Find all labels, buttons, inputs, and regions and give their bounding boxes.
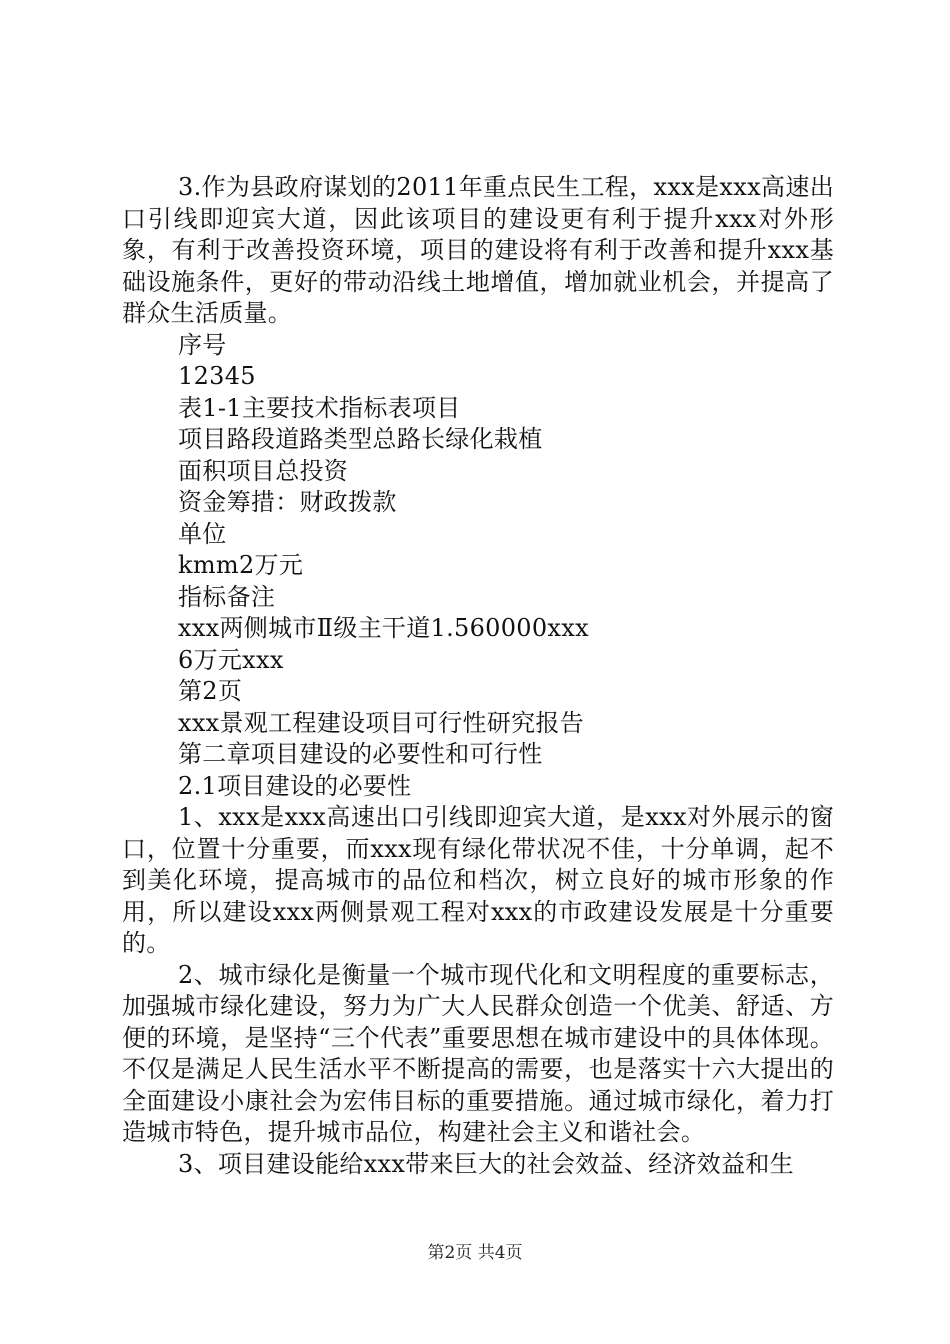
text-line: 项目路段道路类型总路长绿化栽植	[178, 425, 543, 453]
chapter-heading: 第二章项目建设的必要性和可行性	[178, 740, 543, 768]
report-title-line: xxx景观工程建设项目可行性研究报告	[178, 708, 585, 737]
paragraph-necessity-1: 1、xxx是xxx高速出口引线即迎宾大道，是xxx对外展示的窗口，位置十分重要，而xxx现有绿化带状况不佳，十分单调，起不到美化环境，提高城市的品位和档次，树立良好的城市形象的作用，所以建设xxx两侧景观工程对xxx的市政建设发展是十分重要的。	[122, 803, 834, 957]
paragraph-necessity-2: 2、城市绿化是衡量一个城市现代化和文明程度的重要标志，加强城市绿化建设，努力为广大人民群众创造一个优美、舒适、方便的环境，是坚持“三个代表”重要思想在城市建设中的具体体现。不仅是满足人民生活水平不断提高的需要，也是落实十六大提出的全面建设小康社会为宏伟目标的重要措施。通过城市绿化，着力打造城市特色，提升城市品位，构建社会主义和谐社会。	[122, 960, 834, 1146]
text-line: kmm2万元	[178, 551, 304, 579]
page-footer: 第2页 共4页	[427, 1243, 523, 1263]
table-caption: 表1-1主要技术指标表项目	[178, 393, 461, 422]
section-heading: 2.1项目建设的必要性	[178, 771, 412, 800]
text-line: 单位	[178, 519, 227, 548]
text-line: 资金筹措：财政拨款	[178, 488, 397, 516]
text-line: 6万元xxx	[178, 645, 284, 674]
paragraph-necessity-3: 3、项目建设能给xxx带来巨大的社会效益、经济效益和生	[178, 1149, 794, 1178]
text-line: 12345	[178, 362, 256, 390]
text-line: 序号	[178, 330, 227, 359]
text-line: 指标备注	[178, 582, 276, 611]
paragraph-project-significance: 3.作为县政府谋划的2011年重点民生工程，xxx是xxx高速出口引线即迎宾大道，因此该项目的建设更有利于提升xxx对外形象，有利于改善投资环境，项目的建设将有利于改善和提升xxx基础设施条件，更好的带动沿线土地增值，增加就业机会，并提高了群众生活质量。	[122, 173, 834, 327]
inline-page-marker: 第2页	[178, 677, 243, 705]
text-line: 面积项目总投资	[178, 456, 349, 485]
document-body	[122, 172, 834, 1180]
text-line: xxx两侧城市Ⅱ级主干道1.560000xxx	[178, 614, 589, 642]
